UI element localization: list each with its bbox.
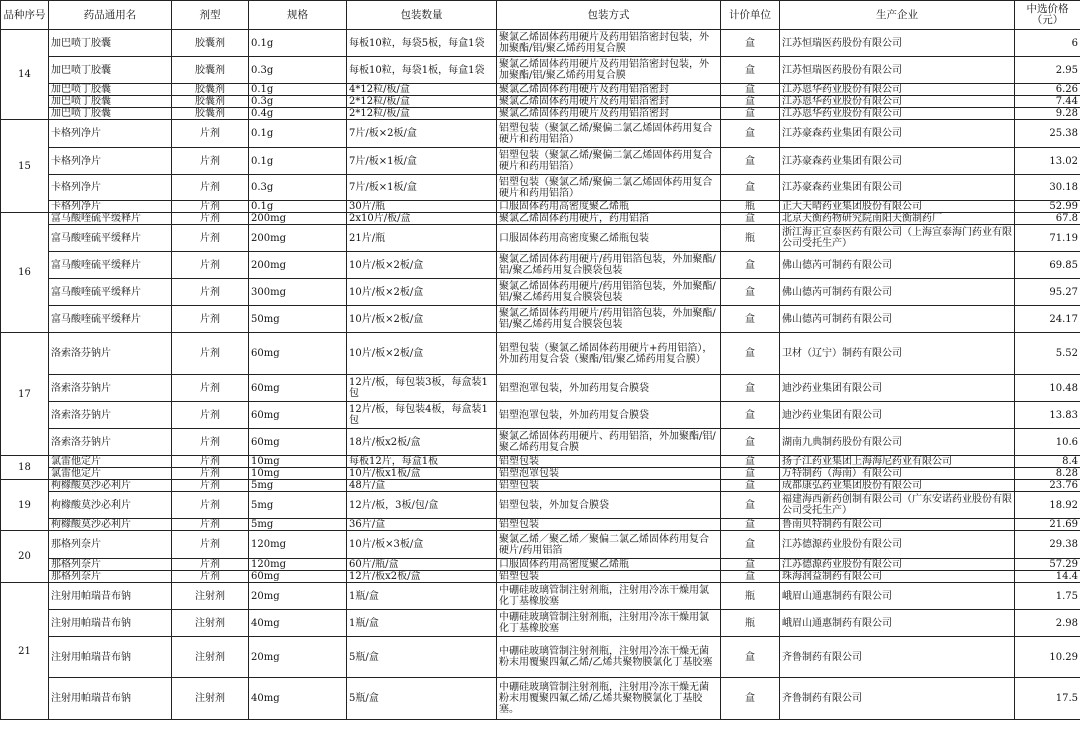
cell-price: 57.29	[1015, 559, 1080, 571]
table-row	[1, 108, 1080, 120]
cell-price: 29.38	[1015, 531, 1080, 559]
cell-manufacturer: 正大天晴药业集团股份有限公司	[780, 201, 1015, 213]
cell-manufacturer: 江苏德源药业股份有限公司	[780, 531, 1015, 559]
cell-pack-quantity: 每板10粒，每袋5板，每盒1袋	[347, 30, 497, 57]
cell-unit: 盒	[721, 678, 780, 720]
cell-manufacturer: 齐鲁制药有限公司	[780, 678, 1015, 720]
cell-dosage-form: 片剂	[172, 252, 249, 279]
header-pack-method: 包装方式	[497, 1, 721, 30]
cell-spec: 20mg	[249, 583, 347, 610]
cell-pack-method: 铝塑包装（聚氯乙烯/聚偏二氯乙烯固体药用复合硬片和药用铝箔）	[497, 175, 721, 201]
cell-price: 13.02	[1015, 148, 1080, 175]
cell-dosage-form: 片剂	[172, 480, 249, 492]
table-row	[1, 175, 1080, 201]
cell-pack-quantity: 2*12粒/板/盒	[347, 96, 497, 108]
table-row	[1, 678, 1080, 720]
cell-dosage-form: 片剂	[172, 279, 249, 306]
cell-pack-method: 聚氯乙烯固体药用硬片及药用铝箔密封	[497, 84, 721, 96]
cell-dosage-form: 片剂	[172, 429, 249, 456]
cell-spec: 0.1g	[249, 30, 347, 57]
cell-manufacturer: 鲁南贝特制药有限公司	[780, 519, 1015, 531]
cell-pack-quantity: 4*12粒/板/盒	[347, 84, 497, 96]
cell-pack-quantity: 5瓶/盒	[347, 637, 497, 678]
table-row	[1, 559, 1080, 571]
cell-unit: 盒	[721, 148, 780, 175]
table-row	[1, 480, 1080, 492]
cell-drug-name: 富马酸喹硫平缓释片	[49, 306, 172, 333]
cell-drug-name: 加巴喷丁胶囊	[49, 30, 172, 57]
table-row	[1, 456, 1080, 468]
cell-pack-quantity: 7片/板×1板/盒	[347, 148, 497, 175]
cell-dosage-form: 片剂	[172, 213, 249, 225]
cell-manufacturer: 江苏德源药业股份有限公司	[780, 559, 1015, 571]
cell-unit: 盒	[721, 120, 780, 148]
cell-pack-method: 中硼硅玻璃管制注射剂瓶，注射用冷冻干燥用氯化丁基橡胶塞	[497, 583, 721, 610]
cell-dosage-form: 注射剂	[172, 678, 249, 720]
cell-manufacturer: 珠海润益制药有限公司	[780, 571, 1015, 583]
table-row	[1, 225, 1080, 252]
cell-drug-name: 注射用帕瑞昔布钠	[49, 583, 172, 610]
table-row	[1, 120, 1080, 148]
cell-drug-name: 注射用帕瑞昔布钠	[49, 610, 172, 637]
cell-unit: 盒	[721, 559, 780, 571]
cell-manufacturer: 江苏恒瑞医药股份有限公司	[780, 30, 1015, 57]
cell-spec: 200mg	[249, 213, 347, 225]
cell-pack-quantity: 12片/板x2板/盒	[347, 571, 497, 583]
cell-spec: 200mg	[249, 252, 347, 279]
cell-dosage-form: 片剂	[172, 519, 249, 531]
cell-pack-quantity: 每板12片，每盒1板	[347, 456, 497, 468]
cell-pack-quantity: 36片/盒	[347, 519, 497, 531]
cell-dosage-form: 片剂	[172, 148, 249, 175]
cell-dosage-form: 注射剂	[172, 610, 249, 637]
cell-drug-name: 卡格列净片	[49, 120, 172, 148]
table-row	[1, 492, 1080, 519]
cell-pack-quantity: 5瓶/盒	[347, 678, 497, 720]
cell-pack-quantity: 12片/板，每包装3板，每盒装1包	[347, 375, 497, 402]
cell-drug-name: 加巴喷丁胶囊	[49, 108, 172, 120]
cell-group-no: 17	[1, 333, 49, 456]
cell-drug-name: 注射用帕瑞昔布钠	[49, 678, 172, 720]
cell-pack-quantity: 1瓶/盒	[347, 583, 497, 610]
header-price-line1: 中选价格	[1026, 3, 1069, 15]
cell-manufacturer: 扬子江药业集团上海海尼药业有限公司	[780, 456, 1015, 468]
cell-drug-name: 加巴喷丁胶囊	[49, 96, 172, 108]
cell-unit: 盒	[721, 30, 780, 57]
cell-pack-method: 聚氯乙烯固体药用硬片/药用铝箔包装，外加聚酯/铝/聚乙烯药用复合膜袋包装	[497, 306, 721, 333]
cell-unit: 盒	[721, 429, 780, 456]
cell-dosage-form: 片剂	[172, 456, 249, 468]
cell-pack-quantity: 1瓶/盒	[347, 610, 497, 637]
cell-spec: 20mg	[249, 637, 347, 678]
cell-manufacturer: 福建海西新药创制有限公司（广东安诺药业股份有限公司受托生产）	[780, 492, 1015, 519]
cell-spec: 0.1g	[249, 120, 347, 148]
cell-dosage-form: 片剂	[172, 333, 249, 375]
cell-drug-name: 卡格列净片	[49, 148, 172, 175]
cell-manufacturer: 江苏豪森药业集团有限公司	[780, 120, 1015, 148]
table-row	[1, 279, 1080, 306]
cell-pack-method: 铝塑泡罩包装，外加药用复合膜袋	[497, 402, 721, 429]
cell-price: 9.28	[1015, 108, 1080, 120]
cell-dosage-form: 片剂	[172, 531, 249, 559]
cell-unit: 瓶	[721, 610, 780, 637]
cell-price: 2.95	[1015, 57, 1080, 84]
cell-group-no: 19	[1, 480, 49, 531]
cell-drug-name: 富马酸喹硫平缓释片	[49, 252, 172, 279]
cell-group-no: 16	[1, 213, 49, 333]
cell-pack-quantity: 18片/板x2板/盒	[347, 429, 497, 456]
cell-pack-quantity: 48片/盒	[347, 480, 497, 492]
table-row	[1, 610, 1080, 637]
cell-group-no: 15	[1, 120, 49, 213]
cell-pack-method: 铝塑包装	[497, 519, 721, 531]
cell-dosage-form: 片剂	[172, 402, 249, 429]
table-row	[1, 571, 1080, 583]
cell-price: 1.75	[1015, 583, 1080, 610]
cell-dosage-form: 片剂	[172, 175, 249, 201]
cell-group-no: 14	[1, 30, 49, 120]
cell-dosage-form: 片剂	[172, 201, 249, 213]
table-row	[1, 375, 1080, 402]
cell-spec: 0.3g	[249, 96, 347, 108]
cell-manufacturer: 齐鲁制药有限公司	[780, 637, 1015, 678]
cell-pack-quantity: 每板10粒，每袋1板，每盒1袋	[347, 57, 497, 84]
cell-price: 24.17	[1015, 306, 1080, 333]
cell-dosage-form: 胶囊剂	[172, 108, 249, 120]
cell-price: 10.48	[1015, 375, 1080, 402]
cell-pack-quantity: 21片/瓶	[347, 225, 497, 252]
table-row	[1, 84, 1080, 96]
cell-manufacturer: 江苏豪森药业集团有限公司	[780, 175, 1015, 201]
cell-unit: 盒	[721, 213, 780, 225]
cell-drug-name: 加巴喷丁胶囊	[49, 57, 172, 84]
cell-pack-method: 铝塑包装	[497, 456, 721, 468]
cell-unit: 盒	[721, 96, 780, 108]
cell-drug-name: 枸橼酸莫沙必利片	[49, 492, 172, 519]
cell-unit: 盒	[721, 456, 780, 468]
cell-spec: 60mg	[249, 402, 347, 429]
cell-dosage-form: 注射剂	[172, 583, 249, 610]
table-row	[1, 333, 1080, 375]
table-row	[1, 213, 1080, 225]
cell-manufacturer: 峨眉山通惠制药有限公司	[780, 610, 1015, 637]
header-manufacturer: 生产企业	[780, 1, 1015, 30]
cell-drug-name: 那格列奈片	[49, 531, 172, 559]
cell-spec: 300mg	[249, 279, 347, 306]
table-row	[1, 201, 1080, 213]
cell-unit: 盒	[721, 279, 780, 306]
cell-manufacturer: 江苏恩华药业股份有限公司	[780, 108, 1015, 120]
cell-unit: 盒	[721, 252, 780, 279]
cell-unit: 盒	[721, 519, 780, 531]
cell-drug-name: 氯雷他定片	[49, 468, 172, 480]
cell-manufacturer: 佛山德芮可制药有限公司	[780, 252, 1015, 279]
cell-pack-method: 聚氯乙烯／聚乙烯／聚偏二氯乙烯固体药用复合硬片/药用铝箔	[497, 531, 721, 559]
header-unit: 计价单位	[721, 1, 780, 30]
cell-manufacturer: 万特制药（海南）有限公司	[780, 468, 1015, 480]
cell-manufacturer: 佛山德芮可制药有限公司	[780, 279, 1015, 306]
cell-pack-quantity: 2x10片/板/盒	[347, 213, 497, 225]
cell-spec: 10mg	[249, 468, 347, 480]
cell-dosage-form: 片剂	[172, 468, 249, 480]
cell-price: 21.69	[1015, 519, 1080, 531]
cell-price: 2.98	[1015, 610, 1080, 637]
cell-pack-method: 铝塑包装（聚氯乙烯/聚偏二氯乙烯固体药用复合硬片和药用铝箔）	[497, 148, 721, 175]
cell-drug-name: 氯雷他定片	[49, 456, 172, 468]
cell-manufacturer: 佛山德芮可制药有限公司	[780, 306, 1015, 333]
table-row	[1, 402, 1080, 429]
cell-unit: 盒	[721, 175, 780, 201]
cell-spec: 50mg	[249, 306, 347, 333]
cell-manufacturer: 江苏豪森药业集团有限公司	[780, 148, 1015, 175]
cell-dosage-form: 片剂	[172, 225, 249, 252]
cell-spec: 10mg	[249, 456, 347, 468]
cell-price: 7.44	[1015, 96, 1080, 108]
cell-pack-method: 铝塑包装	[497, 480, 721, 492]
header-drug-name: 药品通用名	[49, 1, 172, 30]
cell-pack-quantity: 12片/板，每包装4板，每盒装1包	[347, 402, 497, 429]
cell-manufacturer: 浙江海正宣泰医药有限公司（上海宣泰海门药业有限公司受托生产）	[780, 225, 1015, 252]
cell-manufacturer: 迪沙药业集团有限公司	[780, 402, 1015, 429]
cell-price: 14.4	[1015, 571, 1080, 583]
cell-pack-method: 聚氯乙烯固体药用硬片/药用铝箔包装，外加聚酯/铝/聚乙烯药用复合膜袋包装	[497, 279, 721, 306]
cell-spec: 40mg	[249, 610, 347, 637]
cell-dosage-form: 注射剂	[172, 637, 249, 678]
cell-unit: 盒	[721, 333, 780, 375]
cell-pack-method: 中硼硅玻璃管制注射剂瓶，注射用冷冻干燥用氯化丁基橡胶塞	[497, 610, 721, 637]
table-body	[1, 30, 1080, 720]
table-row	[1, 57, 1080, 84]
header-spec: 规格	[249, 1, 347, 30]
cell-manufacturer: 卫材（辽宁）制药有限公司	[780, 333, 1015, 375]
cell-dosage-form: 胶囊剂	[172, 30, 249, 57]
cell-price: 10.6	[1015, 429, 1080, 456]
cell-pack-quantity: 10片/板×2板/盒	[347, 306, 497, 333]
cell-unit: 盒	[721, 637, 780, 678]
cell-price: 6	[1015, 30, 1080, 57]
table-header	[1, 1, 1080, 30]
cell-drug-name: 洛索洛芬钠片	[49, 402, 172, 429]
table-row	[1, 531, 1080, 559]
cell-manufacturer: 迪沙药业集团有限公司	[780, 375, 1015, 402]
cell-spec: 0.4g	[249, 108, 347, 120]
cell-pack-method: 聚氯乙烯固体药用硬片及药用铝箔密封包装，外加聚酯/铝/聚乙烯药用复合膜	[497, 30, 721, 57]
cell-unit: 盒	[721, 468, 780, 480]
header-price	[1015, 1, 1080, 30]
cell-price: 30.18	[1015, 175, 1080, 201]
cell-pack-quantity: 12片/板，3板/包/盒	[347, 492, 497, 519]
cell-group-no: 21	[1, 583, 49, 720]
cell-pack-method: 铝塑包装（聚氯乙烯/聚偏二氯乙烯固体药用复合硬片和药用铝箔）	[497, 120, 721, 148]
cell-manufacturer: 江苏恩华药业股份有限公司	[780, 96, 1015, 108]
cell-price: 69.85	[1015, 252, 1080, 279]
cell-price: 18.92	[1015, 492, 1080, 519]
cell-price: 8.28	[1015, 468, 1080, 480]
table-row	[1, 148, 1080, 175]
cell-drug-name: 洛索洛芬钠片	[49, 375, 172, 402]
cell-unit: 盒	[721, 571, 780, 583]
cell-spec: 5mg	[249, 480, 347, 492]
cell-pack-method: 铝塑包装，外加复合膜袋	[497, 492, 721, 519]
cell-pack-quantity: 10片/板×2板/盒	[347, 333, 497, 375]
cell-price: 13.83	[1015, 402, 1080, 429]
cell-drug-name: 富马酸喹硫平缓释片	[49, 279, 172, 306]
cell-pack-method: 铝塑包装（聚氯乙烯固体药用硬片+药用铝箔），外加药用复合袋（聚酯/铝/聚乙烯药用复合膜）	[497, 333, 721, 375]
cell-dosage-form: 片剂	[172, 492, 249, 519]
cell-price: 17.5	[1015, 678, 1080, 720]
cell-spec: 0.3g	[249, 57, 347, 84]
cell-unit: 盒	[721, 375, 780, 402]
cell-pack-method: 聚氯乙烯固体药用硬片及药用铝箔密封	[497, 96, 721, 108]
cell-unit: 瓶	[721, 225, 780, 252]
table-row	[1, 30, 1080, 57]
cell-pack-method: 聚氯乙烯固体药用硬片/药用铝箔包装，外加聚酯/铝/聚乙烯药用复合膜袋包装	[497, 252, 721, 279]
cell-price: 25.38	[1015, 120, 1080, 148]
cell-spec: 120mg	[249, 559, 347, 571]
cell-spec: 5mg	[249, 519, 347, 531]
cell-dosage-form: 片剂	[172, 375, 249, 402]
cell-unit: 盒	[721, 402, 780, 429]
cell-spec: 40mg	[249, 678, 347, 720]
cell-unit: 盒	[721, 57, 780, 84]
cell-unit: 盒	[721, 531, 780, 559]
cell-manufacturer: 成都康弘药业集团股份有限公司	[780, 480, 1015, 492]
cell-spec: 60mg	[249, 375, 347, 402]
cell-drug-name: 注射用帕瑞昔布钠	[49, 637, 172, 678]
cell-pack-quantity: 7片/板×2板/盒	[347, 120, 497, 148]
cell-manufacturer: 湖南九典制药股份有限公司	[780, 429, 1015, 456]
cell-pack-quantity: 7片/板×1板/盒	[347, 175, 497, 201]
cell-pack-method: 口服固体药用高密度聚乙烯瓶包装	[497, 225, 721, 252]
cell-price: 23.76	[1015, 480, 1080, 492]
cell-pack-method: 聚氯乙烯固体药用硬片及药用铝箔密封包装，外加聚酯/铝/聚乙烯药用复合膜	[497, 57, 721, 84]
header-group-no: 品种序号	[1, 1, 49, 30]
cell-pack-method: 聚氯乙烯固体药用硬片，药用铝箔	[497, 213, 721, 225]
cell-dosage-form: 片剂	[172, 306, 249, 333]
cell-drug-name: 卡格列净片	[49, 175, 172, 201]
cell-price: 5.52	[1015, 333, 1080, 375]
cell-drug-name: 枸橼酸莫沙必利片	[49, 519, 172, 531]
cell-pack-method: 铝塑泡罩包装，外加药用复合膜袋	[497, 375, 721, 402]
cell-pack-method: 口服固体药用高密度聚乙烯瓶	[497, 201, 721, 213]
cell-pack-quantity: 2*12粒/板/盒	[347, 108, 497, 120]
cell-pack-quantity: 10片/板×3板/盒	[347, 531, 497, 559]
cell-group-no: 18	[1, 456, 49, 480]
cell-unit: 盒	[721, 84, 780, 96]
cell-spec: 0.1g	[249, 148, 347, 175]
cell-price: 10.29	[1015, 637, 1080, 678]
table-row	[1, 468, 1080, 480]
table-row	[1, 429, 1080, 456]
table-row	[1, 96, 1080, 108]
cell-spec: 60mg	[249, 333, 347, 375]
cell-price: 71.19	[1015, 225, 1080, 252]
cell-pack-quantity: 10片/板x1板/盒	[347, 468, 497, 480]
cell-manufacturer: 峨眉山通惠制药有限公司	[780, 583, 1015, 610]
cell-dosage-form: 胶囊剂	[172, 57, 249, 84]
cell-drug-name: 富马酸喹硫平缓释片	[49, 225, 172, 252]
cell-dosage-form: 片剂	[172, 571, 249, 583]
table-row	[1, 252, 1080, 279]
cell-drug-name: 枸橼酸莫沙必利片	[49, 480, 172, 492]
cell-manufacturer: 江苏恩华药业股份有限公司	[780, 84, 1015, 96]
cell-pack-method: 聚氯乙烯固体药用硬片及药用铝箔密封	[497, 108, 721, 120]
cell-manufacturer: 江苏恒瑞医药股份有限公司	[780, 57, 1015, 84]
cell-price: 6.26	[1015, 84, 1080, 96]
cell-drug-name: 洛索洛芬钠片	[49, 333, 172, 375]
cell-drug-name: 洛索洛芬钠片	[49, 429, 172, 456]
cell-price: 52.99	[1015, 201, 1080, 213]
cell-pack-method: 中硼硅玻璃管制注射剂瓶，注射用冷冻干燥无菌粉末用覆聚四氟乙烯/乙烯共聚物膜氯化丁基胶塞。	[497, 678, 721, 720]
cell-spec: 5mg	[249, 492, 347, 519]
header-price-line2: （元）	[1031, 14, 1064, 26]
cell-unit: 瓶	[721, 201, 780, 213]
cell-dosage-form: 片剂	[172, 120, 249, 148]
cell-dosage-form: 胶囊剂	[172, 84, 249, 96]
cell-spec: 120mg	[249, 531, 347, 559]
cell-spec: 60mg	[249, 429, 347, 456]
cell-drug-name: 富马酸喹硫平缓释片	[49, 213, 172, 225]
table-row	[1, 306, 1080, 333]
cell-pack-quantity: 10片/板×2板/盒	[347, 252, 497, 279]
cell-pack-method: 中硼硅玻璃管制注射剂瓶，注射用冷冻干燥无菌粉末用覆聚四氟乙烯/乙烯共聚物膜氯化丁基胶塞	[497, 637, 721, 678]
cell-unit: 盒	[721, 480, 780, 492]
cell-pack-quantity: 30片/瓶	[347, 201, 497, 213]
cell-spec: 60mg	[249, 571, 347, 583]
cell-manufacturer: 北京天衡药物研究院南阳天衡制药厂	[780, 213, 1015, 225]
cell-pack-method: 铝塑包装	[497, 571, 721, 583]
cell-pack-method: 铝塑泡罩包装	[497, 468, 721, 480]
cell-dosage-form: 胶囊剂	[172, 96, 249, 108]
table-row	[1, 519, 1080, 531]
cell-unit: 瓶	[721, 583, 780, 610]
cell-pack-quantity: 60片/瓶/盒	[347, 559, 497, 571]
cell-pack-quantity: 10片/板×2板/盒	[347, 279, 497, 306]
cell-spec: 0.1g	[249, 201, 347, 213]
cell-spec: 0.1g	[249, 84, 347, 96]
cell-price: 67.8	[1015, 213, 1080, 225]
cell-spec: 200mg	[249, 225, 347, 252]
table-row	[1, 637, 1080, 678]
cell-unit: 盒	[721, 108, 780, 120]
cell-unit: 盒	[721, 306, 780, 333]
cell-drug-name: 那格列奈片	[49, 559, 172, 571]
cell-drug-name: 加巴喷丁胶囊	[49, 84, 172, 96]
cell-dosage-form: 片剂	[172, 559, 249, 571]
cell-pack-method: 口服固体药用高密度聚乙烯瓶	[497, 559, 721, 571]
table-row	[1, 583, 1080, 610]
cell-unit: 盒	[721, 492, 780, 519]
cell-price: 95.27	[1015, 279, 1080, 306]
cell-pack-method: 聚氯乙烯固体药用硬片、药用铝箔，外加聚酯/铝/聚乙烯药用复合膜	[497, 429, 721, 456]
cell-drug-name: 卡格列净片	[49, 201, 172, 213]
cell-spec: 0.3g	[249, 175, 347, 201]
cell-group-no: 20	[1, 531, 49, 583]
cell-price: 8.4	[1015, 456, 1080, 468]
cell-drug-name: 那格列奈片	[49, 571, 172, 583]
header-pack-quantity: 包装数量	[347, 1, 497, 30]
header-dosage-form: 剂型	[172, 1, 249, 30]
